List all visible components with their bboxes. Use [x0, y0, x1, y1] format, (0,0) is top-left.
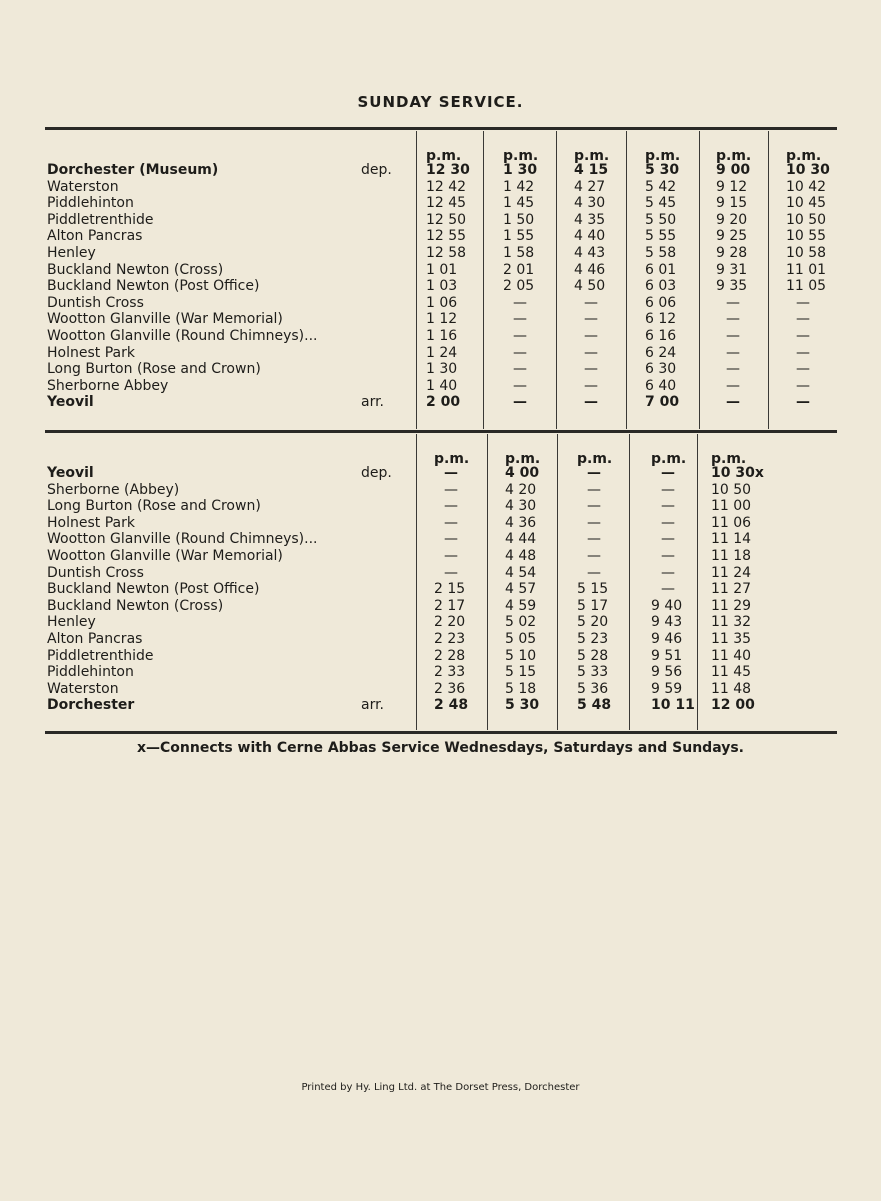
time-cell: 2 36 [434, 680, 466, 697]
time-cell: — [796, 377, 810, 394]
time-cell: 4 46 [574, 261, 606, 278]
time-cell: — [661, 564, 675, 581]
outbound-column-divider [626, 131, 627, 429]
time-cell: 2 20 [434, 614, 466, 631]
stop-name: Piddlehinton [47, 195, 134, 212]
time-cell: 5 58 [645, 245, 677, 261]
time-cell: 9 46 [651, 631, 683, 647]
stop-name: Holnest Park [47, 344, 135, 361]
stop-name: Holnest Park [47, 514, 135, 531]
time-cell: 9 51 [651, 647, 683, 664]
stop-name: Waterston [47, 680, 119, 697]
time-cell: 1 42 [503, 178, 535, 195]
time-cell: 11 24 [711, 564, 752, 581]
time-cell: 2 01 [503, 261, 535, 278]
time-cell: 4 59 [505, 597, 537, 614]
stop-name: Dorchester [47, 697, 135, 714]
time-cell: — [661, 581, 675, 598]
stop-name: Piddlehinton [47, 664, 134, 681]
time-cell: 1 58 [503, 245, 535, 261]
time-cell: 11 35 [711, 631, 752, 647]
time-cell: 9 56 [651, 664, 683, 681]
time-cell: — [661, 514, 675, 531]
time-cell: 1 01 [426, 261, 458, 278]
time-cell: — [444, 564, 458, 581]
middle-rule [45, 430, 837, 433]
time-cell: 1 24 [426, 344, 458, 361]
stop-name: Henley [47, 245, 96, 261]
time-cell: — [796, 394, 810, 411]
footnote: x—Connects with Cerne Abbas Service Wednesdays, Saturdays and Sundays. [137, 740, 744, 756]
outbound-column-header: p.m. [503, 148, 539, 164]
time-cell: 2 28 [434, 647, 466, 664]
time-cell: 5 48 [577, 697, 612, 714]
stop-tag: arr. [361, 394, 385, 411]
inbound-column-header: p.m. [577, 451, 613, 467]
time-cell: 6 16 [645, 328, 677, 344]
inbound-column-divider [697, 434, 698, 730]
outbound-column-header: p.m. [786, 148, 822, 164]
time-cell: 10 30 [786, 162, 830, 178]
time-cell: 9 12 [716, 178, 748, 195]
bottom-rule [45, 731, 837, 734]
stop-name: Wootton Glanville (Round Chimneys)... [47, 531, 318, 548]
time-cell: — [584, 344, 598, 361]
time-cell: 2 05 [503, 278, 535, 295]
time-cell: — [513, 377, 527, 394]
time-cell: 11 48 [711, 680, 752, 697]
time-cell: 5 23 [577, 631, 609, 647]
outbound-column-divider [556, 131, 557, 429]
time-cell: 10 42 [786, 178, 827, 195]
stop-name: Wootton Glanville (Round Chimneys)... [47, 328, 318, 344]
time-cell: 12 55 [426, 228, 467, 245]
time-cell: 1 03 [426, 278, 458, 295]
time-cell: — [661, 465, 675, 481]
time-cell: 9 40 [651, 597, 683, 614]
time-cell: 4 40 [574, 228, 606, 245]
time-cell: — [444, 531, 458, 548]
stop-tag: dep. [361, 162, 392, 178]
time-cell: 6 03 [645, 278, 677, 295]
time-cell: 12 42 [426, 178, 467, 195]
time-cell: 5 20 [577, 614, 609, 631]
time-cell: 11 27 [711, 581, 752, 598]
time-cell: — [661, 531, 675, 548]
stop-name: Long Burton (Rose and Crown) [47, 361, 261, 378]
time-cell: 1 16 [426, 328, 458, 344]
time-cell: — [513, 344, 527, 361]
time-cell: — [796, 328, 810, 344]
time-cell: 11 14 [711, 531, 752, 548]
time-cell: 1 45 [503, 195, 535, 212]
time-cell: — [587, 481, 601, 498]
time-cell: 5 15 [505, 664, 537, 681]
time-cell: 2 33 [434, 664, 466, 681]
time-cell: 1 12 [426, 311, 458, 328]
time-cell: 4 35 [574, 211, 606, 228]
stop-name: Waterston [47, 178, 119, 195]
time-cell: 6 01 [645, 261, 677, 278]
time-cell: 4 54 [505, 564, 537, 581]
time-cell: 6 24 [645, 344, 677, 361]
stop-name: Wootton Glanville (War Memorial) [47, 548, 283, 564]
outbound-column-header: p.m. [426, 148, 462, 164]
time-cell: 11 29 [711, 597, 752, 614]
time-cell: — [444, 465, 458, 481]
time-cell: 5 02 [505, 614, 537, 631]
time-cell: — [661, 548, 675, 564]
time-cell: 9 15 [716, 195, 748, 212]
inbound-column-divider [629, 434, 630, 730]
time-cell: — [444, 481, 458, 498]
time-cell: 4 30 [574, 195, 606, 212]
time-cell: 4 57 [505, 581, 537, 598]
time-cell: 4 43 [574, 245, 606, 261]
time-cell: 1 55 [503, 228, 535, 245]
stop-name: Long Burton (Rose and Crown) [47, 498, 261, 515]
time-cell: 4 36 [505, 514, 537, 531]
time-cell: 2 00 [426, 394, 461, 411]
time-cell: 4 50 [574, 278, 606, 295]
time-cell: — [444, 514, 458, 531]
stop-name: Duntish Cross [47, 564, 144, 581]
time-cell: 10 58 [786, 245, 827, 261]
time-cell: 6 30 [645, 361, 677, 378]
inbound-column-header: p.m. [711, 451, 747, 467]
time-cell: — [584, 361, 598, 378]
stop-name: Sherborne (Abbey) [47, 481, 180, 498]
time-cell: — [513, 361, 527, 378]
time-cell: 4 44 [505, 531, 537, 548]
time-cell: 1 06 [426, 294, 458, 311]
time-cell: 6 06 [645, 294, 677, 311]
time-cell: 2 48 [434, 697, 469, 714]
time-cell: — [587, 531, 601, 548]
stop-name: Alton Pancras [47, 631, 143, 647]
time-cell: 10 11 [651, 697, 695, 714]
time-cell: 5 15 [577, 581, 609, 598]
time-cell: — [587, 548, 601, 564]
time-cell: 12 45 [426, 195, 467, 212]
stop-name: Buckland Newton (Cross) [47, 261, 224, 278]
time-cell: 12 58 [426, 245, 467, 261]
time-cell: 5 28 [577, 647, 609, 664]
time-cell: 1 40 [426, 377, 458, 394]
time-cell: 10 50 [786, 211, 827, 228]
time-cell: 12 00 [711, 697, 755, 714]
time-cell: 4 00 [505, 465, 540, 481]
time-cell: 2 23 [434, 631, 466, 647]
time-cell: 2 15 [434, 581, 466, 598]
outbound-column-header: p.m. [645, 148, 681, 164]
time-cell: — [513, 294, 527, 311]
time-cell: 5 05 [505, 631, 537, 647]
stop-name: Wootton Glanville (War Memorial) [47, 311, 283, 328]
time-cell: 11 45 [711, 664, 752, 681]
stop-name: Dorchester (Museum) [47, 162, 219, 178]
time-cell: 11 32 [711, 614, 752, 631]
time-cell: 9 31 [716, 261, 748, 278]
time-cell: 9 20 [716, 211, 748, 228]
time-cell: 4 27 [574, 178, 606, 195]
time-cell: 9 25 [716, 228, 748, 245]
time-cell: — [796, 311, 810, 328]
inbound-column-divider [416, 434, 417, 730]
time-cell: 5 45 [645, 195, 677, 212]
time-cell: 9 59 [651, 680, 683, 697]
stop-name: Buckland Newton (Cross) [47, 597, 224, 614]
time-cell: 9 00 [716, 162, 751, 178]
stop-name: Buckland Newton (Post Office) [47, 581, 260, 598]
time-cell: — [726, 294, 740, 311]
time-cell: — [661, 481, 675, 498]
stop-name: Sherborne Abbey [47, 377, 169, 394]
time-cell: 5 36 [577, 680, 609, 697]
time-cell: 11 00 [711, 498, 752, 515]
time-cell: — [726, 311, 740, 328]
time-cell: — [513, 394, 527, 411]
time-cell: — [584, 294, 598, 311]
time-cell: — [587, 514, 601, 531]
time-cell: 1 30 [426, 361, 458, 378]
time-cell: 7 00 [645, 394, 680, 411]
stop-tag: arr. [361, 697, 385, 714]
outbound-column-divider [483, 131, 484, 429]
time-cell: — [513, 328, 527, 344]
outbound-column-divider [416, 131, 417, 429]
time-cell: 11 40 [711, 647, 752, 664]
printer-imprint: Printed by Hy. Ling Ltd. at The Dorset Press, Dorchester [301, 1082, 580, 1093]
inbound-column-header: p.m. [434, 451, 470, 467]
time-cell: 10 55 [786, 228, 827, 245]
time-cell: 9 43 [651, 614, 683, 631]
time-cell: 12 50 [426, 211, 467, 228]
time-cell: — [661, 498, 675, 515]
time-cell: 5 42 [645, 178, 677, 195]
time-cell: — [444, 548, 458, 564]
time-cell: 11 06 [711, 514, 752, 531]
stop-name: Yeovil [47, 465, 94, 481]
time-cell: — [796, 361, 810, 378]
time-cell: — [587, 564, 601, 581]
time-cell: 10 45 [786, 195, 827, 212]
stop-name: Yeovil [47, 394, 94, 411]
time-cell: 5 33 [577, 664, 609, 681]
inbound-column-header: p.m. [505, 451, 541, 467]
time-cell: — [584, 311, 598, 328]
time-cell: 4 30 [505, 498, 537, 515]
time-cell: 5 10 [505, 647, 537, 664]
stop-name: Henley [47, 614, 96, 631]
time-cell: 9 35 [716, 278, 748, 295]
time-cell: 2 17 [434, 597, 466, 614]
time-cell: 11 05 [786, 278, 827, 295]
time-cell: 10 30x [711, 465, 764, 481]
time-cell: 5 50 [645, 211, 677, 228]
time-cell: 5 30 [645, 162, 680, 178]
outbound-column-header: p.m. [574, 148, 610, 164]
time-cell: 4 48 [505, 548, 537, 564]
time-cell: 11 01 [786, 261, 827, 278]
time-cell: 9 28 [716, 245, 748, 261]
inbound-column-header: p.m. [651, 451, 687, 467]
inbound-column-divider [557, 434, 558, 730]
time-cell: — [444, 498, 458, 515]
stop-name: Duntish Cross [47, 294, 144, 311]
time-cell: 5 18 [505, 680, 537, 697]
stop-name: Piddletrenthide [47, 647, 154, 664]
time-cell: — [796, 344, 810, 361]
top-rule [45, 127, 837, 130]
time-cell: — [513, 311, 527, 328]
time-cell: 11 18 [711, 548, 752, 564]
time-cell: — [584, 394, 598, 411]
stop-tag: dep. [361, 465, 392, 481]
outbound-column-divider [699, 131, 700, 429]
time-cell: 10 50 [711, 481, 752, 498]
time-cell: 6 12 [645, 311, 677, 328]
stop-name: Piddletrenthide [47, 211, 154, 228]
inbound-column-divider [487, 434, 488, 730]
time-cell: 1 50 [503, 211, 535, 228]
time-cell: — [584, 377, 598, 394]
time-cell: 1 30 [503, 162, 538, 178]
time-cell: — [584, 328, 598, 344]
stop-name: Buckland Newton (Post Office) [47, 278, 260, 295]
time-cell: — [726, 361, 740, 378]
time-cell: — [587, 498, 601, 515]
time-cell: 5 30 [505, 697, 540, 714]
time-cell: 4 15 [574, 162, 609, 178]
stop-name: Alton Pancras [47, 228, 143, 245]
outbound-column-header: p.m. [716, 148, 752, 164]
time-cell: — [726, 328, 740, 344]
time-cell: 4 20 [505, 481, 537, 498]
time-cell: — [726, 394, 740, 411]
time-cell: — [726, 344, 740, 361]
time-cell: 12 30 [426, 162, 470, 178]
time-cell: — [796, 294, 810, 311]
time-cell: 5 55 [645, 228, 677, 245]
time-cell: — [587, 465, 601, 481]
time-cell: 6 40 [645, 377, 677, 394]
time-cell: 5 17 [577, 597, 609, 614]
page-title: SUNDAY SERVICE. [357, 93, 524, 111]
time-cell: — [726, 377, 740, 394]
outbound-column-divider [768, 131, 769, 429]
